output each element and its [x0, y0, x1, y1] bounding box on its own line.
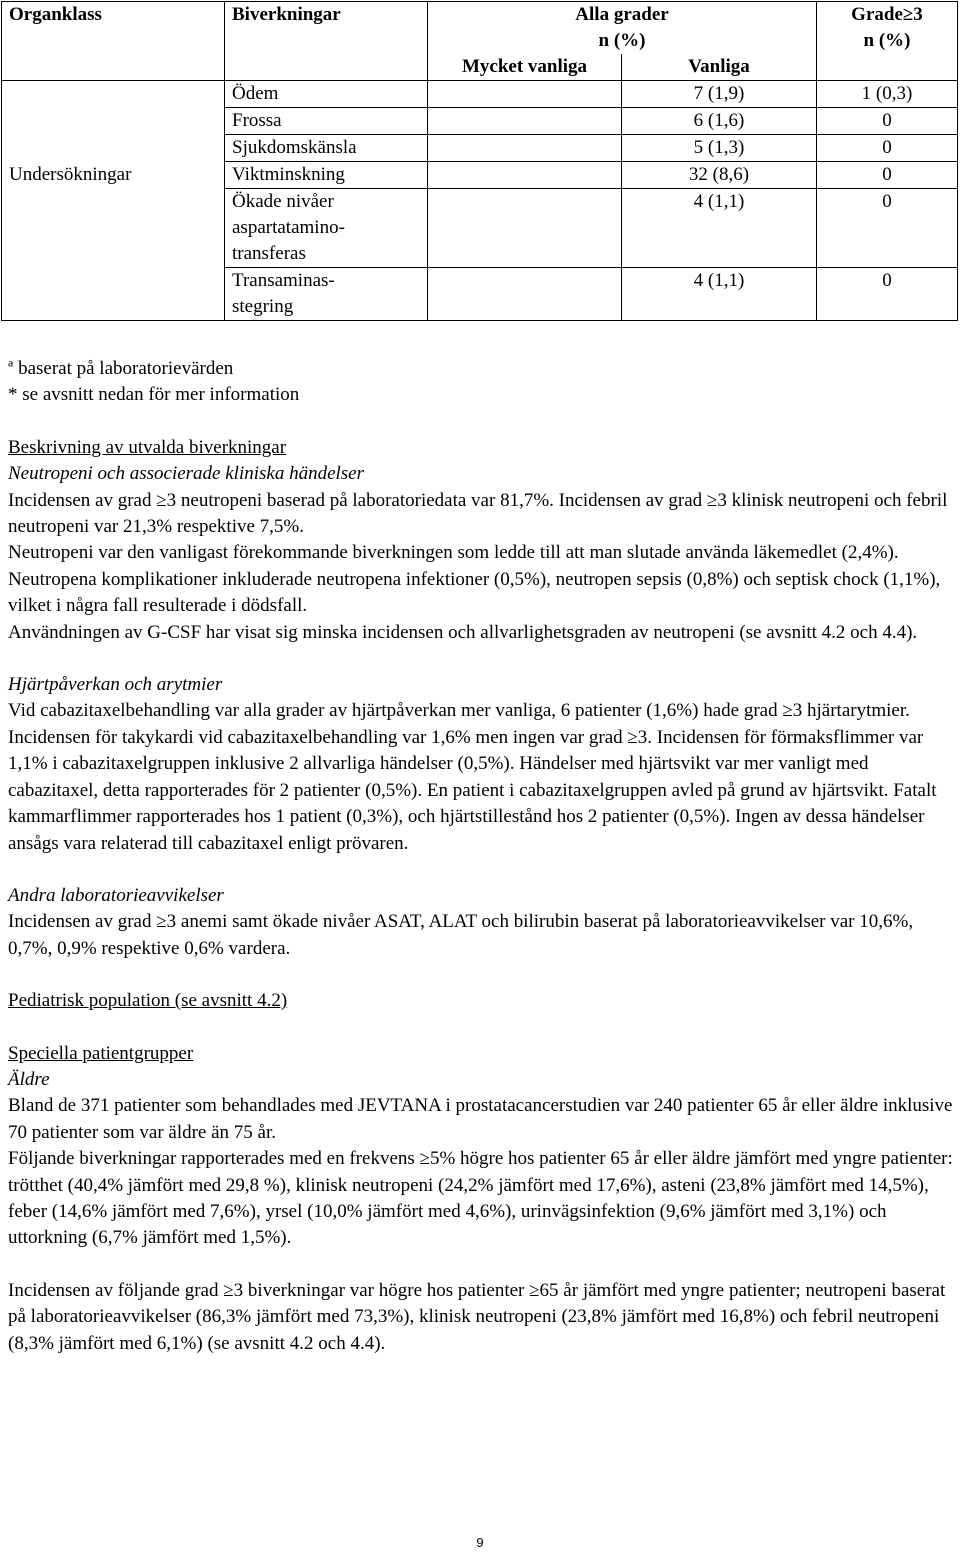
- header-alla-grader-label: Alla grader: [575, 4, 669, 25]
- effect-cell: Ödem: [225, 81, 428, 108]
- paragraph: Användningen av G-CSF har visat sig minska incidensen och allvarlighetsgraden av neutropeni (se avsnitt 4.2 och 4.4).: [8, 621, 918, 643]
- adverse-reactions-table: [1, 1, 958, 321]
- grade3-cell: 0: [817, 162, 958, 189]
- section-heading-beskrivning: Beskrivning av utvalda biverkningar: [8, 436, 287, 458]
- paragraph: Incidensen av grad ≥3 anemi samt ökade nivåer ASAT, ALAT och bilirubin baserat på laboratorieavvikelser var 10,6%, 0,7%, 0,9% respektive 0,6% vardera.: [8, 911, 914, 959]
- header-organklass: Organklass: [2, 2, 225, 55]
- header-mycket-vanliga: Mycket vanliga: [428, 54, 622, 81]
- table-subheader-row: [2, 54, 958, 81]
- grade3-cell: 0: [817, 268, 958, 321]
- paragraph: Neutropena komplikationer inkluderade neutropena infektioner (0,5%), neutropen sepsis (0,8%) och septisk chock (1,1%), vilket i några fall resulterade i dödsfall.: [8, 568, 941, 617]
- organ-class-cell: Undersökningar: [2, 162, 225, 189]
- table-row: [2, 162, 958, 189]
- effect-cell: Frossa: [225, 108, 428, 135]
- effect-cell: Sjukdomskänsla: [225, 135, 428, 162]
- header-biverkningar: Biverkningar: [225, 2, 428, 55]
- header-alla-grader: [428, 2, 817, 55]
- table-row: [2, 189, 958, 268]
- subheading-hjart: Hjärtpåverkan och arytmier: [8, 674, 223, 696]
- grade3-cell: 0: [817, 189, 958, 268]
- header-grade3-label: Grade≥3: [851, 4, 923, 25]
- table-row: [2, 135, 958, 162]
- header-vanliga: Vanliga: [622, 54, 817, 81]
- paragraph: Neutropeni var den vanligast förekommande biverkningen som ledde till att man slutade använda läkemedlet (2,4%).: [8, 542, 899, 564]
- header-alla-grader-unit: n (%): [598, 30, 646, 51]
- vanliga-cell: 32 (8,6): [622, 162, 817, 189]
- grade3-cell: 0: [817, 108, 958, 135]
- vanliga-cell: 5 (1,3): [622, 135, 817, 162]
- paragraph: Incidensen av grad ≥3 neutropeni baserad på laboratoriedata var 81,7%. Incidensen av grad ≥3 klinisk neutropeni och febril neutropeni var 21,3% respektive 7,5%.: [8, 489, 948, 538]
- vanliga-cell: 6 (1,6): [622, 108, 817, 135]
- table-row: [2, 268, 958, 321]
- subheading-neutropeni: Neutropeni och associerade kliniska händelser: [8, 463, 365, 485]
- paragraph: Incidensen av följande grad ≥3 biverkningar var högre hos patienter ≥65 år jämfört med yngre patienter; neutropeni baserat på laboratorieavvikelser (86,3% jämfört med 73,3%), klinisk neutropeni (23,8% jämfört med 16,8%) och febril neutropeni (8,3% jämfört med 6,1%) (se avsnitt 4.2 och 4.4).: [8, 1279, 946, 1354]
- body-text: [8, 356, 953, 1357]
- effect-cell: Transaminas-stegring: [225, 268, 428, 321]
- grade3-cell: 1 (0,3): [817, 81, 958, 108]
- header-grade3-unit: n (%): [863, 30, 911, 51]
- section-heading-pediatrisk: Pediatrisk population (se avsnitt 4.2): [8, 990, 288, 1012]
- footnote-a: $^a$ baserat på laboratorievärden: [8, 355, 234, 379]
- table-row: [2, 81, 958, 108]
- effect-cell: Viktminskning: [225, 162, 428, 189]
- page-number: 9: [476, 1535, 484, 1550]
- grade3-cell: 0: [817, 135, 958, 162]
- section-heading-speciella: Speciella patientgrupper: [8, 1042, 194, 1064]
- vanliga-cell: 4 (1,1): [622, 268, 817, 321]
- effect-cell: Ökade nivåer aspartatamino-transferas: [225, 189, 428, 268]
- paragraph: Bland de 371 patienter som behandlades med JEVTANA i prostatacancerstudien var 240 patienter 65 år eller äldre inklusive 70 patienter som var äldre än 75 år.: [8, 1095, 953, 1143]
- footnote-a-mark: a: [8, 355, 14, 370]
- table-header-row: [2, 2, 958, 55]
- table-row: [2, 108, 958, 135]
- subheading-aldre: Äldre: [8, 1068, 50, 1090]
- vanliga-cell: 7 (1,9): [622, 81, 817, 108]
- footnote-star: * se avsnitt nedan för mer information: [8, 384, 300, 406]
- paragraph: Följande biverkningar rapporterades med en frekvens ≥5% högre hos patienter 65 år eller äldre jämfört med yngre patienter: trötthet (40,4% jämfört med 29,8 %), klinisk neutropeni (24,2% jämfört med 17,6%), asteni (23,8% jämfört med 14,5%), feber (14,6% jämfört med 7,6%), yrsel (10,0% jämfört med 4,6%), urinvägsinfektion (9,6% jämfört med 3,1%) och uttorkning (6,7% jämfört med 1,5%).: [8, 1148, 953, 1249]
- paragraph: Vid cabazitaxelbehandling var alla grader av hjärtpåverkan mer vanliga, 6 patienter (1,6%) hade grad ≥3 hjärtarytmier. Incidensen för takykardi vid cabazitaxelbehandling var 1,6% men ingen var grad ≥3. Incidensen för förmaksflimmer var 1,1% i cabazitaxelgruppen inklusive 2 allvarliga händelser (0,5%). Händelser med hjärtsvikt var mer vanligt med cabazitaxel, detta rapporterades för 2 patienter (0,5%). En patient i cabazitaxelgruppen avled på grund av hjärtsvikt. Fatalt kammarflimmer rapporterades hos 1 patient (0,3%), och hjärtstillestånd hos 2 patienter (0,5%). Ingen av dessa händelser ansågs vara relaterad till cabazitaxel enligt prövaren.: [8, 700, 937, 854]
- subheading-lab: Andra laboratorieavvikelser: [8, 884, 224, 906]
- vanliga-cell: 4 (1,1): [622, 189, 817, 268]
- header-grade3: [817, 2, 958, 55]
